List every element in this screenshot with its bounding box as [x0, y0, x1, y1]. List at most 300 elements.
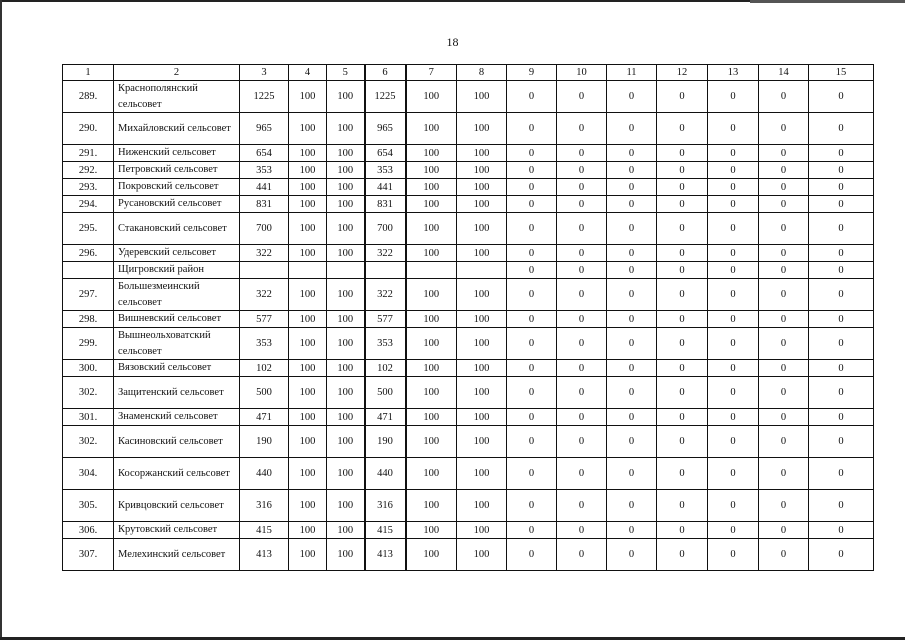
- value-cell-c6: 322: [365, 279, 406, 311]
- value-cell-c4: 100: [289, 162, 327, 179]
- settlement-name-cell: Вишневский сельсовет: [114, 311, 240, 328]
- value-cell-c10: 0: [557, 279, 607, 311]
- value-cell-c11: 0: [607, 458, 657, 490]
- value-cell-c8: 100: [457, 539, 507, 571]
- value-cell-c6: 577: [365, 311, 406, 328]
- value-cell-c3: 353: [240, 328, 289, 360]
- value-cell-c15: 0: [809, 311, 874, 328]
- value-cell-c14: 0: [759, 377, 809, 409]
- row-number-cell: 306.: [63, 522, 114, 539]
- value-cell-c9: 0: [507, 245, 557, 262]
- value-cell-c5: 100: [327, 539, 365, 571]
- value-cell-c7: 100: [406, 213, 457, 245]
- settlement-name-cell: Защитенский сельсовет: [114, 377, 240, 409]
- value-cell-c4: 100: [289, 426, 327, 458]
- value-cell-c13: 0: [708, 328, 759, 360]
- value-cell-c14: 0: [759, 81, 809, 113]
- value-cell-c5: 100: [327, 311, 365, 328]
- value-cell-c3: 500: [240, 377, 289, 409]
- value-cell-c6: 471: [365, 409, 406, 426]
- header-cell: 1: [63, 65, 114, 81]
- value-cell-c4: 100: [289, 279, 327, 311]
- row-number-cell: 302.: [63, 426, 114, 458]
- value-cell-c11: 0: [607, 113, 657, 145]
- value-cell-c8: 100: [457, 162, 507, 179]
- value-cell-c11: 0: [607, 409, 657, 426]
- value-cell-c9: 0: [507, 539, 557, 571]
- value-cell-c5: 100: [327, 522, 365, 539]
- value-cell-c8: 100: [457, 409, 507, 426]
- value-cell-c12: 0: [657, 179, 708, 196]
- value-cell-c6: 831: [365, 196, 406, 213]
- value-cell-c9: 0: [507, 213, 557, 245]
- value-cell-c12: 0: [657, 245, 708, 262]
- row-number-cell: 291.: [63, 145, 114, 162]
- value-cell-c14: 0: [759, 145, 809, 162]
- header-cell: 13: [708, 65, 759, 81]
- value-cell-c9: 0: [507, 113, 557, 145]
- value-cell-c6: 102: [365, 360, 406, 377]
- table-row: [63, 196, 874, 213]
- value-cell-c9: 0: [507, 490, 557, 522]
- header-cell: 7: [406, 65, 457, 81]
- value-cell-c4: 100: [289, 311, 327, 328]
- value-cell-c11: 0: [607, 81, 657, 113]
- value-cell-c4: 100: [289, 409, 327, 426]
- row-number-cell: 293.: [63, 179, 114, 196]
- value-cell-c5: 100: [327, 458, 365, 490]
- value-cell-c4: [289, 262, 327, 279]
- value-cell-c8: 100: [457, 522, 507, 539]
- value-cell-c6: [365, 262, 406, 279]
- value-cell-c8: 100: [457, 279, 507, 311]
- value-cell-c7: 100: [406, 360, 457, 377]
- value-cell-c11: 0: [607, 426, 657, 458]
- value-cell-c13: 0: [708, 458, 759, 490]
- settlement-name-cell: Ниженский сельсовет: [114, 145, 240, 162]
- value-cell-c3: 102: [240, 360, 289, 377]
- value-cell-c10: 0: [557, 179, 607, 196]
- value-cell-c10: 0: [557, 377, 607, 409]
- value-cell-c3: 965: [240, 113, 289, 145]
- value-cell-c8: [457, 262, 507, 279]
- value-cell-c8: 100: [457, 81, 507, 113]
- value-cell-c10: 0: [557, 409, 607, 426]
- value-cell-c13: 0: [708, 279, 759, 311]
- value-cell-c10: 0: [557, 196, 607, 213]
- value-cell-c14: 0: [759, 245, 809, 262]
- value-cell-c10: 0: [557, 145, 607, 162]
- row-number-cell: 302.: [63, 377, 114, 409]
- value-cell-c13: 0: [708, 213, 759, 245]
- value-cell-c11: 0: [607, 360, 657, 377]
- value-cell-c12: 0: [657, 311, 708, 328]
- value-cell-c11: 0: [607, 279, 657, 311]
- settlement-name-cell: Вязовский сельсовет: [114, 360, 240, 377]
- value-cell-c10: 0: [557, 490, 607, 522]
- header-cell: 12: [657, 65, 708, 81]
- value-cell-c10: 0: [557, 522, 607, 539]
- header-cell: 15: [809, 65, 874, 81]
- value-cell-c3: 700: [240, 213, 289, 245]
- value-cell-c5: 100: [327, 360, 365, 377]
- value-cell-c12: 0: [657, 377, 708, 409]
- value-cell-c11: 0: [607, 162, 657, 179]
- value-cell-c5: 100: [327, 279, 365, 311]
- value-cell-c13: 0: [708, 162, 759, 179]
- value-cell-c12: 0: [657, 113, 708, 145]
- settlement-name-cell: Мелехинский сельсовет: [114, 539, 240, 571]
- value-cell-c7: 100: [406, 490, 457, 522]
- value-cell-c9: 0: [507, 426, 557, 458]
- table-body: [63, 65, 874, 571]
- value-cell-c15: 0: [809, 490, 874, 522]
- header-cell: 3: [240, 65, 289, 81]
- page-top-edge-mark: [750, 0, 905, 3]
- value-cell-c13: 0: [708, 196, 759, 213]
- settlement-name-cell: Кривцовский сельсовет: [114, 490, 240, 522]
- value-cell-c9: 0: [507, 522, 557, 539]
- value-cell-c15: 0: [809, 213, 874, 245]
- value-cell-c15: 0: [809, 162, 874, 179]
- value-cell-c13: 0: [708, 81, 759, 113]
- value-cell-c13: 0: [708, 262, 759, 279]
- value-cell-c8: 100: [457, 311, 507, 328]
- value-cell-c14: 0: [759, 213, 809, 245]
- value-cell-c13: 0: [708, 245, 759, 262]
- value-cell-c14: 0: [759, 360, 809, 377]
- value-cell-c9: 0: [507, 360, 557, 377]
- value-cell-c10: 0: [557, 81, 607, 113]
- value-cell-c10: 0: [557, 328, 607, 360]
- value-cell-c7: 100: [406, 145, 457, 162]
- value-cell-c5: 100: [327, 213, 365, 245]
- value-cell-c11: 0: [607, 262, 657, 279]
- value-cell-c8: 100: [457, 426, 507, 458]
- value-cell-c11: 0: [607, 179, 657, 196]
- table-row: [63, 162, 874, 179]
- value-cell-c15: 0: [809, 262, 874, 279]
- settlement-name-cell: Крутовский сельсовет: [114, 522, 240, 539]
- value-cell-c6: 190: [365, 426, 406, 458]
- settlement-name-cell: Петровский сельсовет: [114, 162, 240, 179]
- value-cell-c8: 100: [457, 179, 507, 196]
- table-row: [63, 311, 874, 328]
- value-cell-c15: 0: [809, 377, 874, 409]
- value-cell-c6: 322: [365, 245, 406, 262]
- value-cell-c15: 0: [809, 113, 874, 145]
- settlement-name-cell: Стакановский сельсовет: [114, 213, 240, 245]
- table-row: [63, 426, 874, 458]
- value-cell-c13: 0: [708, 113, 759, 145]
- settlement-name-cell: Краснополянский сельсовет: [114, 81, 240, 113]
- value-cell-c4: 100: [289, 377, 327, 409]
- value-cell-c11: 0: [607, 145, 657, 162]
- value-cell-c15: 0: [809, 179, 874, 196]
- value-cell-c5: 100: [327, 81, 365, 113]
- value-cell-c14: 0: [759, 409, 809, 426]
- value-cell-c7: 100: [406, 179, 457, 196]
- row-number-cell: 305.: [63, 490, 114, 522]
- value-cell-c13: 0: [708, 426, 759, 458]
- value-cell-c3: 190: [240, 426, 289, 458]
- value-cell-c11: 0: [607, 377, 657, 409]
- value-cell-c12: 0: [657, 328, 708, 360]
- header-row: [63, 65, 874, 81]
- value-cell-c9: 0: [507, 328, 557, 360]
- value-cell-c5: [327, 262, 365, 279]
- value-cell-c7: 100: [406, 113, 457, 145]
- table-row: [63, 213, 874, 245]
- value-cell-c15: 0: [809, 81, 874, 113]
- settlement-name-cell: Косоржанский сельсовет: [114, 458, 240, 490]
- row-number-cell: 298.: [63, 311, 114, 328]
- value-cell-c10: 0: [557, 311, 607, 328]
- value-cell-c3: 322: [240, 245, 289, 262]
- value-cell-c5: 100: [327, 490, 365, 522]
- row-number-cell: 296.: [63, 245, 114, 262]
- value-cell-c10: 0: [557, 245, 607, 262]
- value-cell-c5: 100: [327, 162, 365, 179]
- value-cell-c3: 413: [240, 539, 289, 571]
- value-cell-c8: 100: [457, 458, 507, 490]
- table-row: [63, 245, 874, 262]
- value-cell-c4: 100: [289, 539, 327, 571]
- value-cell-c9: 0: [507, 279, 557, 311]
- value-cell-c3: 1225: [240, 81, 289, 113]
- value-cell-c7: [406, 262, 457, 279]
- value-cell-c15: 0: [809, 409, 874, 426]
- value-cell-c3: 440: [240, 458, 289, 490]
- header-cell: 14: [759, 65, 809, 81]
- value-cell-c4: 100: [289, 213, 327, 245]
- page-left-edge: [0, 0, 2, 640]
- value-cell-c11: 0: [607, 539, 657, 571]
- value-cell-c4: 100: [289, 360, 327, 377]
- value-cell-c3: [240, 262, 289, 279]
- table-row: [63, 409, 874, 426]
- value-cell-c12: 0: [657, 360, 708, 377]
- settlement-name-cell: Русановский сельсовет: [114, 196, 240, 213]
- value-cell-c5: 100: [327, 245, 365, 262]
- value-cell-c12: 0: [657, 279, 708, 311]
- value-cell-c15: 0: [809, 245, 874, 262]
- value-cell-c7: 100: [406, 409, 457, 426]
- value-cell-c14: 0: [759, 426, 809, 458]
- value-cell-c7: 100: [406, 458, 457, 490]
- value-cell-c9: 0: [507, 81, 557, 113]
- value-cell-c7: 100: [406, 377, 457, 409]
- value-cell-c14: 0: [759, 311, 809, 328]
- value-cell-c7: 100: [406, 162, 457, 179]
- value-cell-c14: 0: [759, 196, 809, 213]
- value-cell-c9: 0: [507, 179, 557, 196]
- value-cell-c13: 0: [708, 490, 759, 522]
- value-cell-c12: 0: [657, 539, 708, 571]
- table-row: [63, 113, 874, 145]
- value-cell-c13: 0: [708, 409, 759, 426]
- value-cell-c10: 0: [557, 539, 607, 571]
- row-number-cell: 304.: [63, 458, 114, 490]
- value-cell-c6: 654: [365, 145, 406, 162]
- value-cell-c12: 0: [657, 458, 708, 490]
- value-cell-c10: 0: [557, 262, 607, 279]
- value-cell-c12: 0: [657, 81, 708, 113]
- value-cell-c6: 316: [365, 490, 406, 522]
- value-cell-c6: 413: [365, 539, 406, 571]
- table-row: [63, 328, 874, 360]
- value-cell-c7: 100: [406, 81, 457, 113]
- value-cell-c6: 415: [365, 522, 406, 539]
- settlement-name-cell: Вышнеольховатский сельсовет: [114, 328, 240, 360]
- value-cell-c14: 0: [759, 522, 809, 539]
- table-row: [63, 179, 874, 196]
- value-cell-c12: 0: [657, 145, 708, 162]
- settlement-name-cell: Касиновский сельсовет: [114, 426, 240, 458]
- value-cell-c11: 0: [607, 490, 657, 522]
- value-cell-c5: 100: [327, 145, 365, 162]
- header-cell: 6: [365, 65, 406, 81]
- value-cell-c13: 0: [708, 522, 759, 539]
- settlement-name-cell: Большезмеинский сельсовет: [114, 279, 240, 311]
- value-cell-c15: 0: [809, 145, 874, 162]
- value-cell-c5: 100: [327, 113, 365, 145]
- value-cell-c7: 100: [406, 522, 457, 539]
- value-cell-c9: 0: [507, 145, 557, 162]
- value-cell-c5: 100: [327, 377, 365, 409]
- row-number-cell: 301.: [63, 409, 114, 426]
- value-cell-c3: 831: [240, 196, 289, 213]
- value-cell-c4: 100: [289, 196, 327, 213]
- value-cell-c3: 441: [240, 179, 289, 196]
- value-cell-c8: 100: [457, 213, 507, 245]
- value-cell-c14: 0: [759, 328, 809, 360]
- data-table: [62, 64, 874, 571]
- value-cell-c5: 100: [327, 328, 365, 360]
- value-cell-c4: 100: [289, 245, 327, 262]
- table-row: [63, 539, 874, 571]
- row-number-cell: 299.: [63, 328, 114, 360]
- value-cell-c11: 0: [607, 522, 657, 539]
- value-cell-c9: 0: [507, 458, 557, 490]
- value-cell-c4: 100: [289, 490, 327, 522]
- value-cell-c11: 0: [607, 311, 657, 328]
- settlement-name-cell: Покровский сельсовет: [114, 179, 240, 196]
- settlement-name-cell: Удеревский сельсовет: [114, 245, 240, 262]
- value-cell-c14: 0: [759, 162, 809, 179]
- value-cell-c15: 0: [809, 539, 874, 571]
- value-cell-c5: 100: [327, 196, 365, 213]
- value-cell-c14: 0: [759, 490, 809, 522]
- value-cell-c13: 0: [708, 360, 759, 377]
- value-cell-c9: 0: [507, 162, 557, 179]
- value-cell-c10: 0: [557, 426, 607, 458]
- value-cell-c6: 440: [365, 458, 406, 490]
- value-cell-c14: 0: [759, 458, 809, 490]
- table-row: [63, 279, 874, 311]
- value-cell-c15: 0: [809, 360, 874, 377]
- row-number-cell: 297.: [63, 279, 114, 311]
- value-cell-c12: 0: [657, 409, 708, 426]
- header-cell: 8: [457, 65, 507, 81]
- table-row: [63, 81, 874, 113]
- value-cell-c9: 0: [507, 409, 557, 426]
- header-cell: 5: [327, 65, 365, 81]
- header-cell: 9: [507, 65, 557, 81]
- value-cell-c15: 0: [809, 328, 874, 360]
- value-cell-c8: 100: [457, 113, 507, 145]
- value-cell-c9: 0: [507, 311, 557, 328]
- value-cell-c4: 100: [289, 81, 327, 113]
- value-cell-c12: 0: [657, 196, 708, 213]
- table-row: [63, 360, 874, 377]
- value-cell-c6: 965: [365, 113, 406, 145]
- table-row: [63, 377, 874, 409]
- value-cell-c12: 0: [657, 490, 708, 522]
- value-cell-c13: 0: [708, 539, 759, 571]
- value-cell-c14: 0: [759, 279, 809, 311]
- value-cell-c12: 0: [657, 426, 708, 458]
- value-cell-c7: 100: [406, 539, 457, 571]
- value-cell-c6: 1225: [365, 81, 406, 113]
- row-number-cell: [63, 262, 114, 279]
- value-cell-c13: 0: [708, 377, 759, 409]
- value-cell-c15: 0: [809, 196, 874, 213]
- row-number-cell: 295.: [63, 213, 114, 245]
- row-number-cell: 290.: [63, 113, 114, 145]
- value-cell-c12: 0: [657, 213, 708, 245]
- value-cell-c4: 100: [289, 179, 327, 196]
- value-cell-c10: 0: [557, 113, 607, 145]
- table-row: [63, 490, 874, 522]
- value-cell-c8: 100: [457, 245, 507, 262]
- value-cell-c6: 500: [365, 377, 406, 409]
- table-row: [63, 262, 874, 279]
- value-cell-c10: 0: [557, 458, 607, 490]
- value-cell-c7: 100: [406, 426, 457, 458]
- value-cell-c11: 0: [607, 213, 657, 245]
- value-cell-c5: 100: [327, 426, 365, 458]
- value-cell-c7: 100: [406, 245, 457, 262]
- value-cell-c3: 322: [240, 279, 289, 311]
- value-cell-c4: 100: [289, 458, 327, 490]
- value-cell-c4: 100: [289, 522, 327, 539]
- value-cell-c3: 316: [240, 490, 289, 522]
- header-cell: 11: [607, 65, 657, 81]
- settlement-name-cell: Знаменский сельсовет: [114, 409, 240, 426]
- value-cell-c6: 353: [365, 328, 406, 360]
- value-cell-c11: 0: [607, 196, 657, 213]
- value-cell-c13: 0: [708, 311, 759, 328]
- settlement-name-cell: Щигровский район: [114, 262, 240, 279]
- value-cell-c9: 0: [507, 377, 557, 409]
- value-cell-c7: 100: [406, 311, 457, 328]
- value-cell-c4: 100: [289, 145, 327, 162]
- value-cell-c11: 0: [607, 245, 657, 262]
- value-cell-c8: 100: [457, 145, 507, 162]
- value-cell-c14: 0: [759, 113, 809, 145]
- value-cell-c9: 0: [507, 262, 557, 279]
- value-cell-c3: 353: [240, 162, 289, 179]
- value-cell-c14: 0: [759, 539, 809, 571]
- table-row: [63, 522, 874, 539]
- value-cell-c8: 100: [457, 196, 507, 213]
- value-cell-c11: 0: [607, 328, 657, 360]
- value-cell-c7: 100: [406, 328, 457, 360]
- value-cell-c3: 471: [240, 409, 289, 426]
- table-row: [63, 458, 874, 490]
- value-cell-c3: 415: [240, 522, 289, 539]
